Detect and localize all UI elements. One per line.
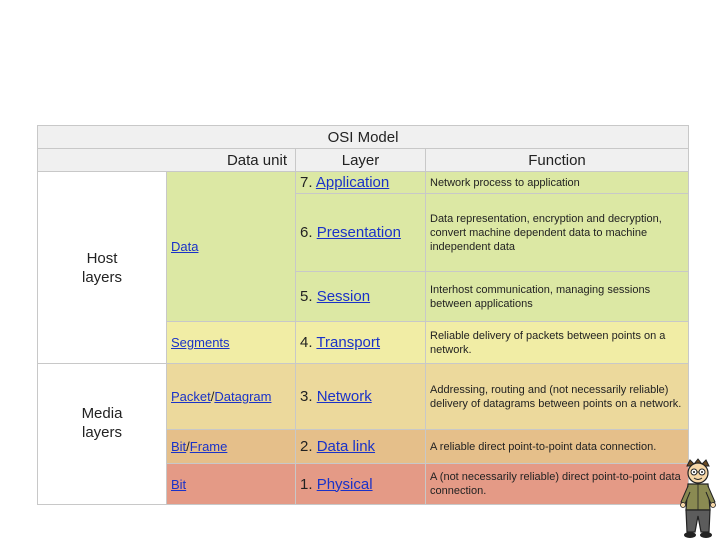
unit-bit-physical-link[interactable]: Bit	[171, 476, 187, 492]
table-caption: OSI Model	[38, 126, 689, 149]
layer-5-number: 5.	[300, 288, 313, 305]
unit-separator: /	[186, 439, 190, 454]
group-host-layers	[38, 172, 167, 364]
group-media-layers	[38, 364, 167, 505]
layer-5	[296, 272, 426, 322]
header-function: Function	[426, 149, 689, 172]
unit-separator: /	[210, 389, 215, 404]
layer-6-link[interactable]: Presentation	[316, 224, 401, 241]
layer-1	[296, 464, 426, 505]
layer-6	[296, 194, 426, 272]
layer-3	[296, 364, 426, 430]
unit-data-link[interactable]: Data	[171, 239, 199, 254]
unit-bit-frame	[167, 430, 296, 464]
layer-3-link[interactable]: Network	[316, 388, 372, 405]
unit-frame-link[interactable]: Frame	[189, 439, 228, 454]
function-2: A reliable direct point-to-point data connection.	[426, 430, 689, 464]
function-1: A (not necessarily reliable) direct point-to-point data connection.	[426, 464, 689, 505]
unit-datagram-link[interactable]: Datagram	[214, 389, 272, 404]
unit-bit-link[interactable]: Bit	[171, 439, 187, 454]
unit-data	[167, 172, 296, 322]
layer-7-number: 7.	[300, 174, 313, 191]
unit-packet-link[interactable]: Packet	[171, 389, 211, 404]
layer-3-number: 3.	[300, 388, 313, 405]
unit-packet-datagram	[167, 364, 296, 430]
unit-segments-link[interactable]: Segments	[171, 335, 230, 350]
unit-bit	[167, 464, 296, 505]
layer-4	[296, 322, 426, 364]
function-6: Data representation, encryption and decryption, convert machine dependent data to machine independent data	[426, 194, 689, 272]
cartoon-man-icon	[676, 458, 720, 540]
layer-4-link[interactable]: Transport	[316, 334, 381, 351]
host-layers-label: Host layers	[81, 249, 122, 286]
header-layer: Layer	[296, 149, 426, 172]
header-data-unit: Data unit	[38, 149, 296, 172]
layer-1-number: 1.	[300, 475, 313, 493]
function-3: Addressing, routing and (not necessarily reliable) delivery of datagrams between points on a network.	[426, 364, 689, 430]
function-5: Interhost communication, managing sessions between applications	[426, 272, 689, 322]
layer-7	[296, 172, 426, 194]
layer-6-number: 6.	[300, 224, 313, 241]
media-layers-label: Media layers	[81, 405, 123, 441]
layer-1-link[interactable]: Physical	[316, 475, 373, 493]
layer-2	[296, 430, 426, 464]
function-7: Network process to application	[426, 172, 689, 194]
layer-7-link[interactable]: Application	[315, 174, 390, 191]
layer-5-link[interactable]: Session	[316, 288, 371, 305]
osi-model-table	[37, 125, 689, 505]
layer-2-link[interactable]: Data link	[316, 438, 376, 455]
layer-4-number: 4.	[300, 334, 313, 351]
layer-2-number: 2.	[300, 438, 313, 455]
function-4: Reliable delivery of packets between points on a network.	[426, 322, 689, 364]
unit-segments	[167, 322, 296, 364]
